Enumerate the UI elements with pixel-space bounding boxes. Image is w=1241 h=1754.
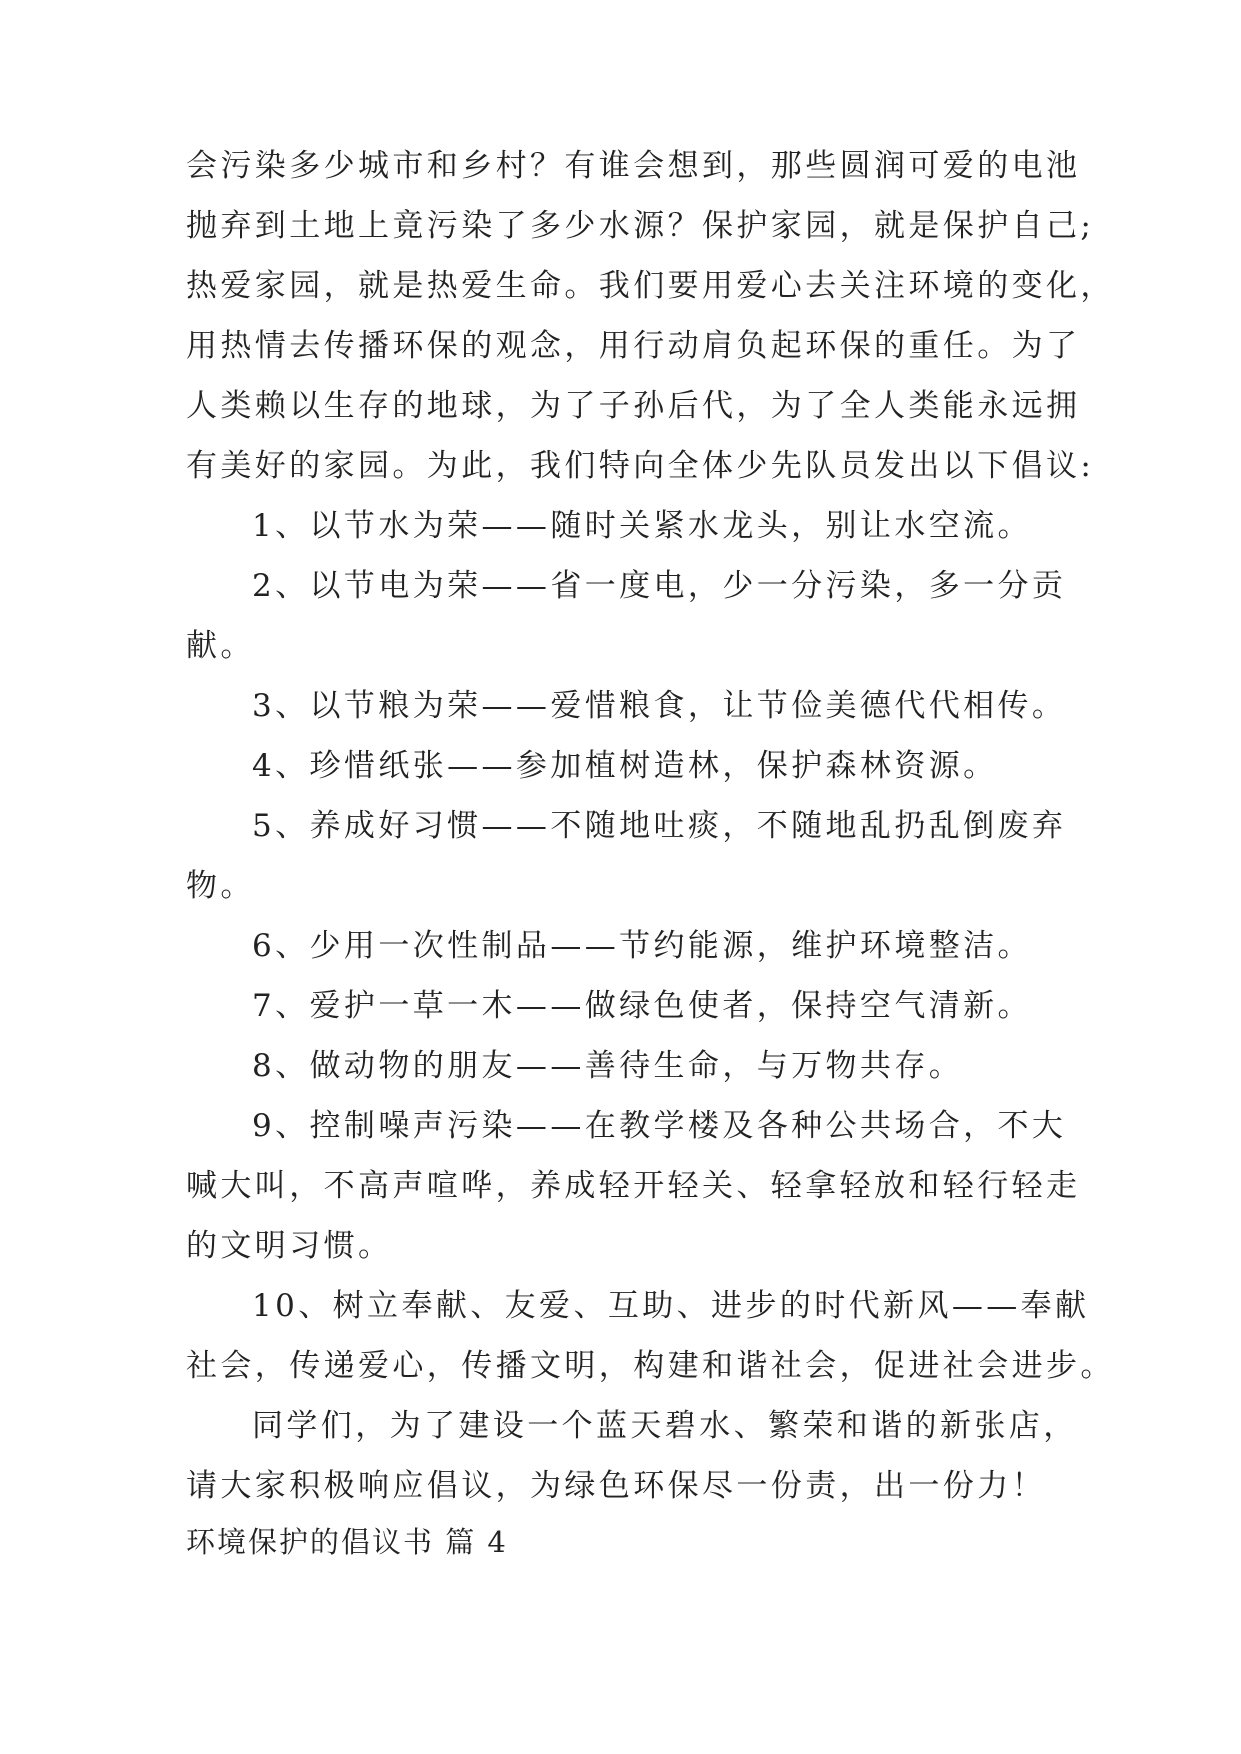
proposal-item-10: 10、树立奉献、友爱、互助、进步的时代新风——奉献: [252, 1288, 1090, 1324]
text-line-4: 用热情去传播环保的观念，用行动肩负起环保的重任。为了: [186, 328, 1081, 364]
proposal-item-2-continued: 献。: [186, 628, 255, 664]
proposal-item-8: 8、做动物的朋友——善待生命，与万物共存。: [252, 1048, 964, 1084]
proposal-item-5-continued: 物。: [186, 868, 255, 904]
proposal-item-3: 3、以节粮为荣——爱惜粮食，让节俭美德代代相传。: [252, 688, 1067, 724]
proposal-item-10-continued: 社会，传递爱心，传播文明，构建和谐社会，促进社会进步。: [186, 1348, 1115, 1384]
section-title: 环境保护的倡议书 篇 4: [186, 1525, 508, 1559]
proposal-item-6: 6、少用一次性制品——节约能源，维护环境整洁。: [252, 928, 1032, 964]
text-line-2: 抛弃到土地上竟污染了多少水源？保护家园，就是保护自己;: [186, 208, 1095, 244]
proposal-item-4: 4、珍惜纸张——参加植树造林，保护森林资源。: [252, 748, 998, 784]
text-line-1: 会污染多少城市和乡村？有谁会想到，那些圆润可爱的电池: [186, 148, 1081, 184]
text-line-6: 有美好的家园。为此，我们特向全体少先队员发出以下倡议:: [186, 448, 1095, 484]
proposal-item-9-continued-2: 的文明习惯。: [186, 1228, 393, 1264]
closing-paragraph-line-1: 同学们，为了建设一个蓝天碧水、繁荣和谐的新张店，: [252, 1408, 1078, 1444]
closing-paragraph-line-2: 请大家积极响应倡议，为绿色环保尽一份责，出一份力！: [186, 1468, 1046, 1504]
proposal-item-7: 7、爱护一草一木——做绿色使者，保持空气清新。: [252, 988, 1032, 1024]
proposal-item-2: 2、以节电为荣——省一度电，少一分污染，多一分贡: [252, 568, 1067, 604]
proposal-item-9-continued-1: 喊大叫，不高声喧哗，养成轻开轻关、轻拿轻放和轻行轻走: [186, 1168, 1081, 1204]
proposal-item-5: 5、养成好习惯——不随地吐痰，不随地乱扔乱倒废弃: [252, 808, 1067, 844]
proposal-item-1: 1、以节水为荣——随时关紧水龙头，别让水空流。: [252, 508, 1032, 544]
text-line-3: 热爱家园，就是热爱生命。我们要用爱心去关注环境的变化，: [186, 268, 1115, 304]
proposal-item-9: 9、控制噪声污染——在教学楼及各种公共场合，不大: [252, 1108, 1067, 1144]
text-line-5: 人类赖以生存的地球，为了子孙后代，为了全人类能永远拥: [186, 388, 1081, 424]
